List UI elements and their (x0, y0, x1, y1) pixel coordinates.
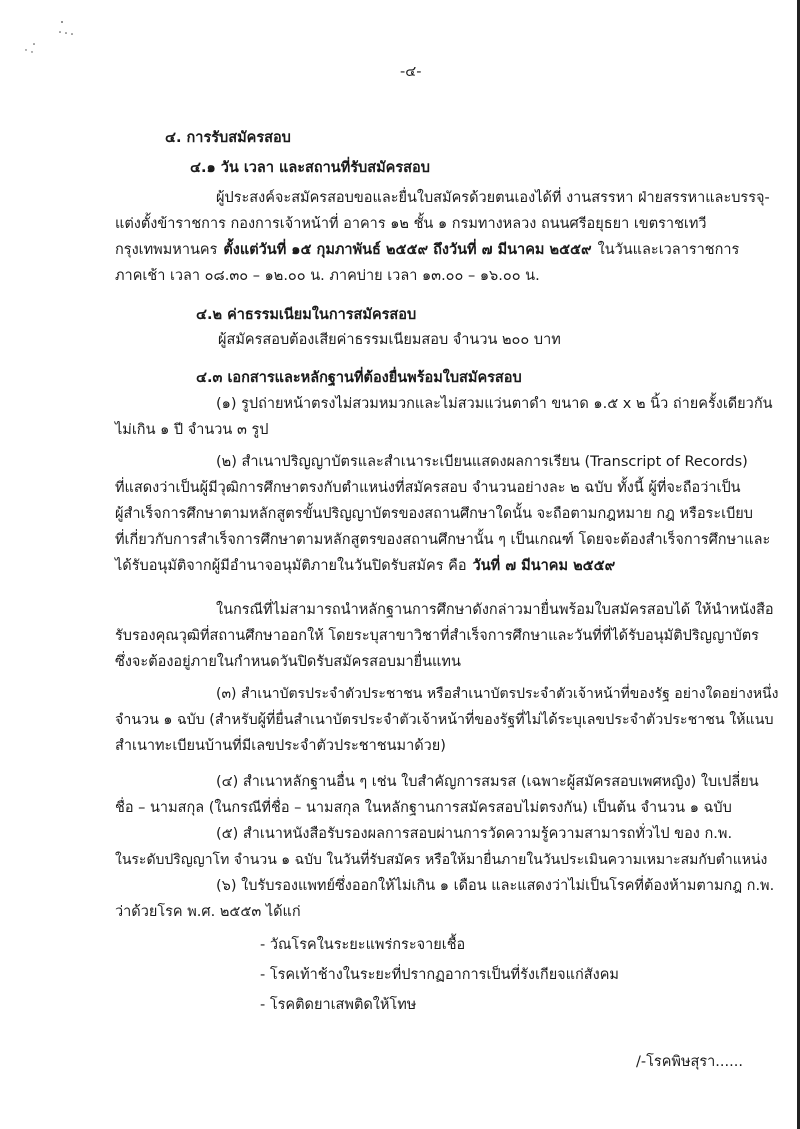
section-4-1-line: แต่งตั้งข้าราชการ กองการเจ้าหน้าที่ อาคาร ๑๒ ชั้น ๑ กรมทางหลวง ถนนศรีอยุธยา เขตราชเทวี (115, 216, 707, 232)
continuation-marker: /-โรคพิษสุรา...... (636, 1054, 743, 1070)
closing-date-text: ได้รับอนุมัติจากผู้มีอำนาจอนุมัติภายในวันปิดรับสมัคร คือ (115, 558, 467, 574)
section-4-1-line: ผู้ประสงค์จะสมัครสอบขอและยื่นใบสมัครด้วยตนเองได้ที่ งานสรรหา ฝ่ายสรรหาและบรรจุ- (216, 190, 770, 206)
item-2-line: ผู้สำเร็จการศึกษาตามหลักสูตรขั้นปริญญาบัตรของสถานศึกษาใดนั้น จะถือตามกฎหมาย กฎ หรือระเบียบ (115, 506, 753, 522)
section-4-3-heading: ๔.๓ เอกสารและหลักฐานที่ต้องยื่นพร้อมใบสมัครสอบ (196, 370, 522, 386)
item-4-line: (๔) สำเนาหลักฐานอื่น ๆ เช่น ใบสำคัญการสมรส (เฉพาะผู้สมัครสอบเพศหญิง) ใบเปลี่ยน (216, 774, 759, 790)
section-4-heading: ๔. การรับสมัครสอบ (165, 130, 291, 146)
item-6-line: (๖) ใบรับรองแพทย์ซึ่งออกให้ไม่เกิน ๑ เดือน และแสดงว่าไม่เป็นโรคที่ต้องห้ามตามกฎ ก.พ. (216, 878, 775, 894)
item-1-line: (๑) รูปถ่ายหน้าตรงไม่สวมหมวกและไม่สวมแว่นตาดำ ขนาด ๑.๕ x ๒ นิ้ว ถ่ายครั้งเดียวกัน (216, 396, 773, 412)
application-period: ตั้งแต่วันที่ ๑๕ กุมภาพันธ์ ๒๕๕๙ ถึงวันที่ ๗ มีนาคม ๒๕๕๙ (223, 242, 592, 258)
closing-date: วันที่ ๗ มีนาคม ๒๕๕๙ (472, 558, 616, 574)
item-5-line: ในระดับปริญญาโท จำนวน ๑ ฉบับ ในวันที่รับสมัคร หรือให้มายื่นภายในวันประเมินความเหมาะสมกับตำแหน่ง (115, 852, 768, 868)
item-3-line: (๓) สำเนาบัตรประจำตัวประชาชน หรือสำเนาบัตรประจำตัวเจ้าหน้าที่ของรัฐ อย่างใดอย่างหนึ่ง (216, 686, 779, 702)
city-text: กรุงเทพมหานคร (115, 242, 218, 258)
disease-list-item: - วัณโรคในระยะแพร่กระจายเชื้อ (260, 937, 466, 953)
page-number: -๔- (400, 64, 422, 80)
office-hours-text: ในวันและเวลาราชการ (597, 242, 740, 258)
section-4-1-line: ภาคเช้า เวลา ๐๘.๓๐ – ๑๒.๐๐ น. ภาคบ่าย เวลา ๑๓.๐๐ – ๑๖.๐๐ น. (115, 268, 540, 284)
alternative-paragraph-line: รับรองคุณวุฒิที่สถานศึกษาออกให้ โดยระบุสาขาวิชาที่สำเร็จการศึกษาและวันที่ที่ได้รับอนุมัติปริญญาบัตร (115, 628, 759, 644)
section-4-1-heading: ๔.๑ วัน เวลา และสถานที่รับสมัครสอบ (190, 160, 430, 176)
section-4-2-heading: ๔.๒ ค่าธรรมเนียมในการสมัครสอบ (196, 307, 417, 323)
item-5-line: (๕) สำเนาหนังสือรับรองผลการสอบผ่านการวัดความรู้ความสามารถทั่วไป ของ ก.พ. (216, 826, 733, 842)
item-2-line (115, 556, 615, 576)
disease-list-item: - โรคติดยาเสพติดให้โทษ (260, 997, 417, 1013)
section-4-1-line (115, 240, 739, 260)
item-2-line: ที่แสดงว่าเป็นผู้มีวุฒิการศึกษาตรงกับตำแหน่งที่สมัครสอบ จำนวนอย่างละ ๒ ฉบับ ทั้งนี้ ผู้ที่จะถือว่าเป็น (115, 480, 741, 496)
item-3-line: สำเนาทะเบียนบ้านที่มีเลขประจำตัวประชาชนมาด้วย) (115, 738, 446, 754)
alternative-paragraph-line: ซึ่งจะต้องอยู่ภายในกำหนดวันปิดรับสมัครสอบมายื่นแทน (115, 654, 461, 670)
item-6-line: ว่าด้วยโรค พ.ศ. ๒๕๕๓ ได้แก่ (115, 904, 301, 920)
item-2-line: (๒) สำเนาปริญญาบัตรและสำเนาระเบียนแสดงผลการเรียน (Transcript of Records) (216, 454, 748, 470)
disease-list-item: - โรคเท้าช้างในระยะที่ปรากฏอาการเป็นที่รังเกียจแก่สังคม (260, 967, 619, 983)
item-2-line: ที่เกี่ยวกับการสำเร็จการศึกษาตามหลักสูตรของสถานศึกษานั้น ๆ เป็นเกณฑ์ โดยจะต้องสำเร็จการศึกษาและ (115, 532, 771, 548)
item-1-line: ไม่เกิน ๑ ปี จำนวน ๓ รูป (115, 422, 269, 438)
item-4-line: ชื่อ – นามสกุล (ในกรณีที่ชื่อ – นามสกุล ในหลักฐานการสมัครสอบไม่ตรงกัน) เป็นต้น จำนวน ๑ ฉบับ (115, 800, 732, 816)
alternative-paragraph-line: ในกรณีที่ไม่สามารถนำหลักฐานการศึกษาดังกล่าวมายื่นพร้อมใบสมัครสอบได้ ให้นำหนังสือ (216, 602, 774, 618)
item-3-line: จำนวน ๑ ฉบับ (สำหรับผู้ที่ยื่นสำเนาบัตรประจำตัวเจ้าหน้าที่ของรัฐที่ไม่ได้ระบุเลขประจำตัวประชาชน ให้แนบ (115, 712, 774, 728)
scan-specks (22, 18, 82, 58)
fee-text: ผู้สมัครสอบต้องเสียค่าธรรมเนียมสอบ จำนวน ๒๐๐ บาท (218, 332, 561, 348)
